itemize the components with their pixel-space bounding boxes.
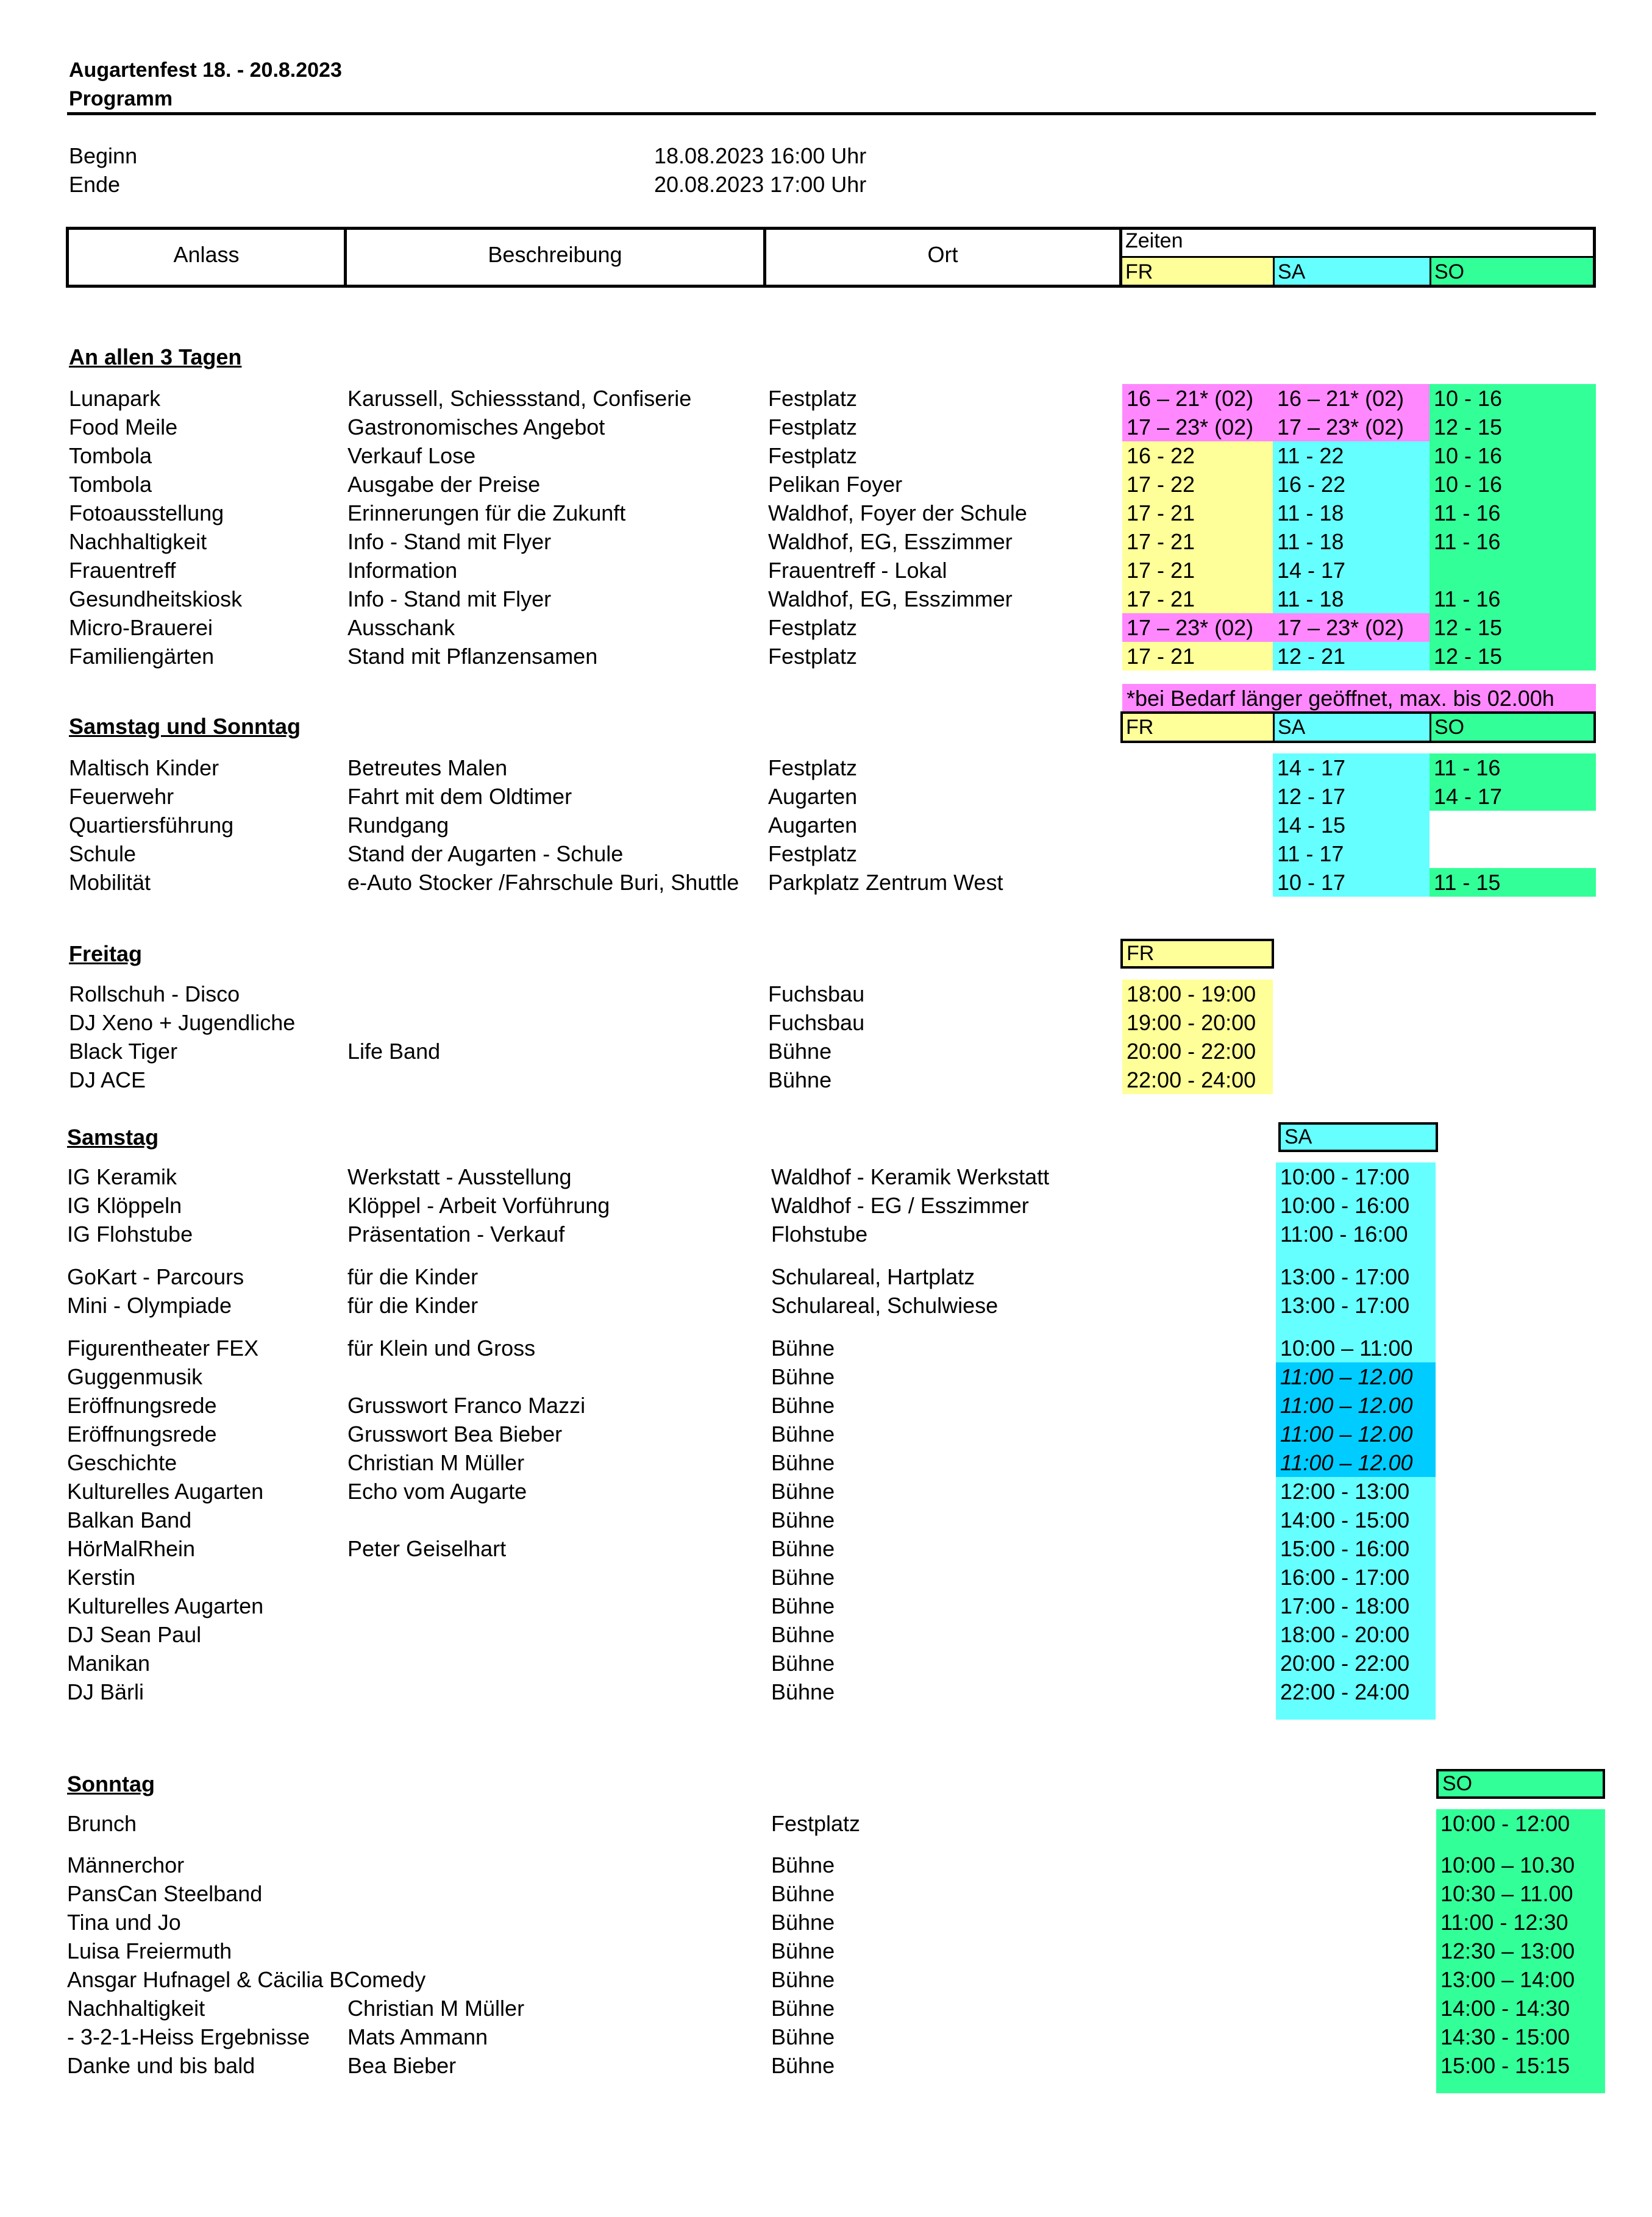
table-row — [0, 1649, 1652, 1678]
event-name: Luisa Freiermuth — [67, 1938, 232, 1963]
event-place: Bühne — [771, 1422, 835, 1447]
event-name: Brunch — [67, 1811, 137, 1836]
table-row — [0, 1506, 1652, 1534]
time-so — [1429, 811, 1596, 839]
time-column-gap — [1436, 1838, 1605, 1851]
time-sa: 12 - 17 — [1273, 782, 1429, 811]
time-sa: 17 – 23* (02) — [1273, 413, 1429, 441]
time-sa: 11:00 – 12.00 — [1276, 1391, 1436, 1420]
table-row — [0, 868, 1652, 897]
event-description: Stand mit Pflanzensamen — [347, 644, 598, 669]
event-place: Bühne — [771, 1565, 835, 1590]
event-description: Werkstatt - Ausstellung — [347, 1164, 572, 1189]
event-place: Bühne — [771, 1622, 835, 1647]
header-anlass: Anlass — [173, 242, 240, 267]
table-row — [0, 1994, 1652, 2023]
end-label: Ende — [69, 172, 121, 197]
event-name: Familiengärten — [69, 644, 215, 669]
event-name: Black Tiger — [69, 1039, 178, 1064]
event-place: Waldhof, EG, Esszimmer — [768, 529, 1013, 554]
weekend-header-so: SO — [1429, 714, 1593, 741]
event-description: Information — [347, 558, 458, 583]
table-row — [0, 1965, 1652, 1994]
time-fr: 17 - 21 — [1122, 556, 1273, 585]
table-row — [0, 1809, 1652, 1838]
table-row — [0, 839, 1652, 868]
table-row — [0, 2051, 1652, 2080]
header-ort: Ort — [927, 242, 958, 267]
time-sa: 11:00 – 12.00 — [1276, 1448, 1436, 1477]
table-row — [0, 613, 1652, 642]
event-name: Geschichte — [67, 1450, 177, 1475]
time-sa: 11 - 17 — [1273, 839, 1429, 868]
event-place: Festplatz — [771, 1811, 861, 1836]
time-so: 11 - 16 — [1429, 499, 1596, 527]
event-place: Augarten — [768, 813, 858, 838]
time-sa: 18:00 - 20:00 — [1276, 1620, 1436, 1649]
event-place: Festplatz — [768, 415, 858, 439]
time-sa: 12 - 21 — [1273, 642, 1429, 671]
table-row — [0, 499, 1652, 527]
time-sa: 11:00 - 16:00 — [1276, 1220, 1436, 1248]
event-name: HörMalRhein — [67, 1536, 196, 1561]
section-title-all-days: An allen 3 Tagen — [69, 344, 242, 369]
time-sa: 11 - 18 — [1273, 499, 1429, 527]
table-row — [0, 782, 1652, 811]
event-name: Ansgar Hufnagel & Cäcilia BComedy — [67, 1967, 426, 1992]
event-description: für die Kinder — [347, 1264, 479, 1289]
event-name: Mini - Olympiade — [67, 1293, 232, 1318]
event-name: Tombola — [69, 443, 152, 468]
time-sa: 16 - 22 — [1273, 470, 1429, 499]
time-sa: 16 – 21* (02) — [1273, 384, 1429, 413]
time-so: 13:00 – 14:00 — [1436, 1965, 1605, 1994]
header-fr: FR — [1122, 256, 1273, 285]
event-place: Parkplatz Zentrum West — [768, 870, 1003, 895]
table-row — [0, 1362, 1652, 1391]
event-description: für die Kinder — [347, 1293, 479, 1318]
event-place: Bühne — [771, 1507, 835, 1532]
time-so: 12 - 15 — [1429, 413, 1596, 441]
event-name: IG Flohstube — [67, 1222, 193, 1247]
event-description: Karussell, Schiessstand, Confiserie — [347, 386, 692, 411]
event-name: Frauentreff — [69, 558, 176, 583]
event-name: DJ Xeno + Jugendliche — [69, 1010, 296, 1035]
table-row — [0, 1220, 1652, 1248]
event-description: Ausschank — [347, 615, 455, 640]
table-row — [0, 1678, 1652, 1706]
time-so: 10:00 - 12:00 — [1436, 1809, 1605, 1838]
event-place: Festplatz — [768, 644, 858, 669]
event-place: Bühne — [771, 1393, 835, 1418]
time-sa: 11:00 – 12.00 — [1276, 1420, 1436, 1448]
event-description: Erinnerungen für die Zukunft — [347, 500, 626, 525]
event-place: Bühne — [771, 2024, 835, 2049]
section-title-weekend: Samstag und Sonntag — [69, 714, 301, 739]
event-place: Bühne — [771, 1996, 835, 2021]
time-sa: 17 – 23* (02) — [1273, 613, 1429, 642]
table-row — [0, 980, 1652, 1008]
time-fr: 17 - 22 — [1122, 470, 1273, 499]
time-sa: 10:00 - 17:00 — [1276, 1162, 1436, 1191]
time-sa: 14 - 17 — [1273, 753, 1429, 782]
event-name: Mobilität — [69, 870, 151, 895]
time-so: 11:00 - 12:30 — [1436, 1908, 1605, 1937]
end-value: 20.08.2023 17:00 Uhr — [654, 172, 867, 197]
event-place: Bühne — [771, 1881, 835, 1906]
time-sa: 17:00 - 18:00 — [1276, 1592, 1436, 1620]
time-so: 15:00 - 15:15 — [1436, 2051, 1605, 2080]
event-place: Fuchsbau — [768, 981, 865, 1006]
time-fr: 16 - 22 — [1122, 441, 1273, 470]
saturday-day-label: SA — [1278, 1122, 1438, 1152]
event-place: Bühne — [771, 1536, 835, 1561]
event-place: Bühne — [768, 1067, 832, 1092]
table-row — [0, 1037, 1652, 1066]
table-row — [0, 1291, 1652, 1320]
event-place: Bühne — [771, 1967, 835, 1992]
time-so: 10:30 – 11.00 — [1436, 1879, 1605, 1908]
event-place: Festplatz — [768, 841, 858, 866]
event-place: Waldhof - Keramik Werkstatt — [771, 1164, 1050, 1189]
table-row — [0, 470, 1652, 499]
time-so: 11 - 15 — [1429, 868, 1596, 897]
table-row — [0, 1908, 1652, 1937]
table-row — [0, 1334, 1652, 1362]
time-sa: 12:00 - 13:00 — [1276, 1477, 1436, 1506]
time-column-gap — [1276, 1320, 1436, 1334]
event-name: - 3-2-1-Heiss Ergebnisse — [67, 2024, 310, 2049]
event-place: Festplatz — [768, 755, 858, 780]
event-description: Stand der Augarten - Schule — [347, 841, 624, 866]
event-description: e-Auto Stocker /Fahrschule Buri, Shuttle — [347, 870, 739, 895]
event-place: Bühne — [768, 1039, 832, 1064]
table-row — [0, 1534, 1652, 1563]
event-name: Quartiersführung — [69, 813, 234, 838]
time-fr: 19:00 - 20:00 — [1122, 1008, 1273, 1037]
time-so: 12 - 15 — [1429, 642, 1596, 671]
event-name: PansCan Steelband — [67, 1881, 263, 1906]
section-title-friday: Freitag — [69, 941, 143, 966]
event-name: IG Klöppeln — [67, 1193, 182, 1218]
event-place: Bühne — [771, 1852, 835, 1877]
table-row — [0, 1448, 1652, 1477]
table-row — [0, 527, 1652, 556]
event-place: Bühne — [771, 1364, 835, 1389]
event-place: Schulareal, Hartplatz — [771, 1264, 975, 1289]
event-name: Tina und Jo — [67, 1910, 181, 1935]
event-place: Bühne — [771, 1450, 835, 1475]
event-place: Fuchsbau — [768, 1010, 865, 1035]
time-so: 10 - 16 — [1429, 384, 1596, 413]
event-place: Waldhof, Foyer der Schule — [768, 500, 1027, 525]
time-sa: 14 - 17 — [1273, 556, 1429, 585]
time-sa: 11:00 – 12.00 — [1276, 1362, 1436, 1391]
event-place: Bühne — [771, 1938, 835, 1963]
header-sa: SA — [1273, 256, 1429, 285]
time-sa: 22:00 - 24:00 — [1276, 1678, 1436, 1706]
time-fr: 22:00 - 24:00 — [1122, 1066, 1273, 1094]
event-name: Tombola — [69, 472, 152, 497]
event-description: Betreutes Malen — [347, 755, 508, 780]
time-sa: 13:00 - 17:00 — [1276, 1262, 1436, 1291]
time-so: 10:00 – 10.30 — [1436, 1851, 1605, 1879]
event-name: Danke und bis bald — [67, 2053, 255, 2078]
event-description: Echo vom Augarte — [347, 1479, 527, 1504]
time-sa: 10:00 - 16:00 — [1276, 1191, 1436, 1220]
table-row — [0, 1162, 1652, 1191]
table-row — [0, 2023, 1652, 2051]
table-row — [0, 811, 1652, 839]
event-name: IG Keramik — [67, 1164, 177, 1189]
event-name: DJ ACE — [69, 1067, 146, 1092]
event-description: Bea Bieber — [347, 2053, 457, 2078]
time-so — [1429, 556, 1596, 585]
event-name: Manikan — [67, 1651, 151, 1676]
event-name: Kulturelles Augarten — [67, 1593, 264, 1618]
event-name: Eröffnungsrede — [67, 1422, 217, 1447]
time-sa: 11 - 18 — [1273, 585, 1429, 613]
time-so: 14:30 - 15:00 — [1436, 2023, 1605, 2051]
event-description: Klöppel - Arbeit Vorführung — [347, 1193, 610, 1218]
event-description: für Klein und Gross — [347, 1336, 536, 1361]
event-place: Flohstube — [771, 1222, 868, 1247]
event-place: Bühne — [771, 1910, 835, 1935]
time-fr: 18:00 - 19:00 — [1122, 980, 1273, 1008]
table-row — [0, 1191, 1652, 1220]
event-name: Rollschuh - Disco — [69, 981, 240, 1006]
event-name: Maltisch Kinder — [69, 755, 219, 780]
time-so — [1429, 839, 1596, 868]
event-description: Info - Stand mit Flyer — [347, 529, 552, 554]
event-name: Männerchor — [67, 1852, 185, 1877]
event-name: Schule — [69, 841, 137, 866]
event-name: Food Meile — [69, 415, 178, 439]
table-row — [0, 1066, 1652, 1094]
event-place: Frauentreff - Lokal — [768, 558, 947, 583]
event-place: Bühne — [771, 2053, 835, 2078]
time-so: 11 - 16 — [1429, 585, 1596, 613]
time-sa: 15:00 - 16:00 — [1276, 1534, 1436, 1563]
document-subtitle: Programm — [69, 87, 173, 110]
event-description: Präsentation - Verkauf — [347, 1222, 565, 1247]
event-description: Gastronomisches Angebot — [347, 415, 605, 439]
event-place: Waldhof, EG, Esszimmer — [768, 586, 1013, 611]
table-row — [0, 1262, 1652, 1291]
time-fr: 17 – 23* (02) — [1122, 613, 1273, 642]
time-column-tail — [1276, 1706, 1436, 1720]
table-row — [0, 1937, 1652, 1965]
time-fr: 17 - 21 — [1122, 642, 1273, 671]
title-rule — [67, 112, 1596, 115]
event-name: Feuerwehr — [69, 784, 174, 809]
time-sa: 14:00 - 15:00 — [1276, 1506, 1436, 1534]
event-place: Bühne — [771, 1593, 835, 1618]
table-row — [0, 642, 1652, 671]
event-description: Christian M Müller — [347, 1996, 525, 2021]
table-row — [0, 384, 1652, 413]
time-fr: 17 - 21 — [1122, 499, 1273, 527]
header-zeiten: Zeiten — [1125, 229, 1183, 252]
table-row — [0, 1420, 1652, 1448]
table-row — [0, 1592, 1652, 1620]
time-sa: 16:00 - 17:00 — [1276, 1563, 1436, 1592]
time-so: 11 - 16 — [1429, 753, 1596, 782]
event-name: Figurentheater FEX — [67, 1336, 259, 1361]
time-sa: 11 - 22 — [1273, 441, 1429, 470]
event-place: Festplatz — [768, 443, 858, 468]
time-sa: 10 - 17 — [1273, 868, 1429, 897]
event-place: Bühne — [771, 1679, 835, 1704]
event-place: Augarten — [768, 784, 858, 809]
event-name: Nachhaltigkeit — [69, 529, 207, 554]
event-name: Kulturelles Augarten — [67, 1479, 264, 1504]
event-name: GoKart - Parcours — [67, 1264, 244, 1289]
time-fr: 17 - 21 — [1122, 527, 1273, 556]
time-so: 14 - 17 — [1429, 782, 1596, 811]
table-row — [0, 1008, 1652, 1037]
time-sa: 13:00 - 17:00 — [1276, 1291, 1436, 1320]
event-place: Festplatz — [768, 615, 858, 640]
event-description: Grusswort Bea Bieber — [347, 1422, 563, 1447]
event-description: Grusswort Franco Mazzi — [347, 1393, 586, 1418]
time-so: 11 - 16 — [1429, 527, 1596, 556]
friday-day-label: FR — [1120, 939, 1274, 969]
event-place: Waldhof - EG / Esszimmer — [771, 1193, 1029, 1218]
table-row — [0, 556, 1652, 585]
event-name: Guggenmusik — [67, 1364, 203, 1389]
table-row — [0, 1851, 1652, 1879]
section-title-sunday: Sonntag — [67, 1771, 155, 1796]
event-name: Kerstin — [67, 1565, 136, 1590]
event-name: Balkan Band — [67, 1507, 192, 1532]
time-fr: 20:00 - 22:00 — [1122, 1037, 1273, 1066]
time-sa: 20:00 - 22:00 — [1276, 1649, 1436, 1678]
event-place: Bühne — [771, 1651, 835, 1676]
table-row — [0, 585, 1652, 613]
time-fr: 16 – 21* (02) — [1122, 384, 1273, 413]
table-row — [0, 1563, 1652, 1592]
event-description: Info - Stand mit Flyer — [347, 586, 552, 611]
time-column-tail — [1436, 2080, 1605, 2093]
note-extended-hours: *bei Bedarf länger geöffnet, max. bis 02.00h — [1122, 684, 1596, 713]
table-row — [0, 753, 1652, 782]
time-fr: 17 - 21 — [1122, 585, 1273, 613]
time-so: 12:30 – 13:00 — [1436, 1937, 1605, 1965]
event-name: Eröffnungsrede — [67, 1393, 217, 1418]
table-row — [0, 441, 1652, 470]
begin-value: 18.08.2023 16:00 Uhr — [654, 143, 867, 168]
time-so: 10 - 16 — [1429, 470, 1596, 499]
event-name: Micro-Brauerei — [69, 615, 213, 640]
event-name: Fotoausstellung — [69, 500, 224, 525]
time-sa: 10:00 – 11:00 — [1276, 1334, 1436, 1362]
event-name: DJ Sean Paul — [67, 1622, 202, 1647]
event-name: Nachhaltigkeit — [67, 1996, 205, 2021]
event-description: Christian M Müller — [347, 1450, 525, 1475]
weekend-header-fr: FR — [1123, 714, 1273, 741]
time-so: 14:00 - 14:30 — [1436, 1994, 1605, 2023]
table-row — [0, 413, 1652, 441]
event-description: Mats Ammann — [347, 2024, 488, 2049]
time-so: 10 - 16 — [1429, 441, 1596, 470]
event-place: Festplatz — [768, 386, 858, 411]
section-title-saturday: Samstag — [67, 1125, 159, 1150]
header-so: SO — [1429, 256, 1593, 285]
event-place: Schulareal, Schulwiese — [771, 1293, 999, 1318]
table-row — [0, 1391, 1652, 1420]
table-row — [0, 1879, 1652, 1908]
event-place: Bühne — [771, 1479, 835, 1504]
event-place: Bühne — [771, 1336, 835, 1361]
table-row — [0, 1620, 1652, 1649]
time-fr: 17 – 23* (02) — [1122, 413, 1273, 441]
time-column-gap — [1276, 1248, 1436, 1262]
time-sa: 14 - 15 — [1273, 811, 1429, 839]
begin-label: Beginn — [69, 143, 138, 168]
event-name: DJ Bärli — [67, 1679, 144, 1704]
table-row — [0, 1477, 1652, 1506]
sunday-day-label: SO — [1436, 1769, 1605, 1799]
event-description: Rundgang — [347, 813, 449, 838]
time-so: 12 - 15 — [1429, 613, 1596, 642]
event-name: Lunapark — [69, 386, 161, 411]
event-place: Pelikan Foyer — [768, 472, 903, 497]
time-sa: 11 - 18 — [1273, 527, 1429, 556]
event-description: Life Band — [347, 1039, 441, 1064]
header-beschreibung: Beschreibung — [488, 242, 622, 267]
event-description: Ausgabe der Preise — [347, 472, 541, 497]
document-title: Augartenfest 18. - 20.8.2023 — [69, 59, 342, 82]
weekend-header-sa: SA — [1273, 714, 1429, 741]
event-description: Fahrt mit dem Oldtimer — [347, 784, 572, 809]
event-description: Verkauf Lose — [347, 443, 476, 468]
event-description: Peter Geiselhart — [347, 1536, 507, 1561]
event-name: Gesundheitskiosk — [69, 586, 243, 611]
